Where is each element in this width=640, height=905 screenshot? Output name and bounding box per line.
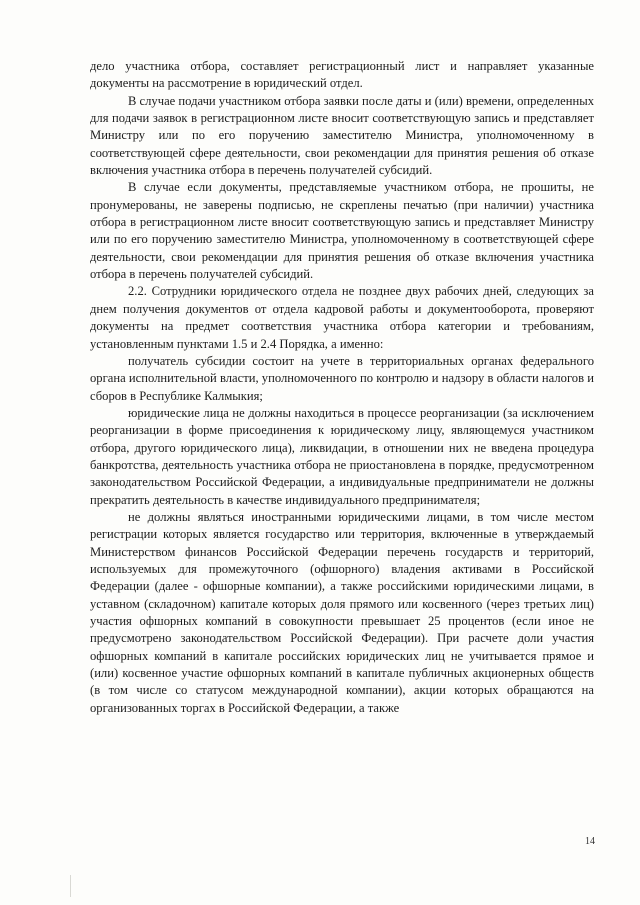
- paragraph-improper-documents: В случае если документы, представляемые участником отбора, не прошиты, не пронумерованы, не заверены подписью, не скреплены печатью (при наличии) участника отбора в регистрационном листе вносит соответствующую запись и представляет Министру или по его поручению заместителю Министра, уполномоченному в соответствующей сфере деятельности, свои рекомендации для принятия решения об отказе включения участника отбора в перечень получателей субсидий.: [90, 180, 594, 282]
- page-number: 14: [585, 836, 595, 847]
- paragraph-reorganization: юридические лица не должны находиться в процессе реорганизации (за исключением реорганизации в форме присоединения к юридическому лицу, являющемуся участником отбора, другого юридического лица), ликвидации, в отношении них не введена процедура банкротства, деятельность участника отбора не приостановлена в порядке, предусмотренном законодательством Российской Федерации, а индивидуальные предприниматели не должны прекратить деятельность в качестве индивидуального предпринимателя;: [90, 405, 594, 507]
- paragraph-late-application: В случае подачи участником отбора заявки после даты и (или) времени, определенных для подачи заявок в регистрационном листе вносит соответствующую запись и представляет Министру или по его поручению заместителю Министра, уполномоченному в соответствующей сфере деятельности, свои рекомендации для принятия решения об отказе включения участника отбора в перечень получателей субсидий.: [90, 93, 594, 178]
- document-body: [90, 58, 594, 717]
- paragraph-continuation: дело участника отбора, составляет регистрационный лист и направляет указанные документы на рассмотрение в юридический отдел.: [90, 59, 594, 91]
- paragraph-tax-registration: получатель субсидии состоит на учете в территориальных органах федерального органа исполнительной власти, уполномоченного по контролю и надзору в области налогов и сборов в Республике Калмыкия;: [90, 353, 594, 403]
- scan-artifact: [70, 875, 71, 897]
- paragraph-offshore: не должны являться иностранными юридическими лицами, в том числе местом регистрации которых является государство или территория, включенные в утверждаемый Министерством финансов Российской Федерации перечень государств и территорий, используемых для промежуточного (офшорного) владения активами в Российской Федерации (далее - офшорные компании), а также российскими юридическими лицами, в уставном (складочном) капитале которых доля прямого или косвенного (через третьих лиц) участия офшорных компаний в совокупности превышает 25 процентов (если иное не предусмотрено законодательством Российской Федерации). При расчете доли участия офшорных компаний в капитале российских юридических лиц не учитывается прямое и (или) косвенное участие офшорных компаний в капитале публичных акционерных обществ (в том числе со статусом международной компании), акции которых обращаются на организованных торгах в Российской Федерации, а также: [90, 509, 594, 715]
- paragraph-section-2-2: 2.2. Сотрудники юридического отдела не позднее двух рабочих дней, следующих за днем получения документов от отдела кадровой работы и документооборота, проверяют документы на предмет соответствия участника отбора категории и требованиям, установленным пунктами 1.5 и 2.4 Порядка, а именно:: [90, 284, 594, 351]
